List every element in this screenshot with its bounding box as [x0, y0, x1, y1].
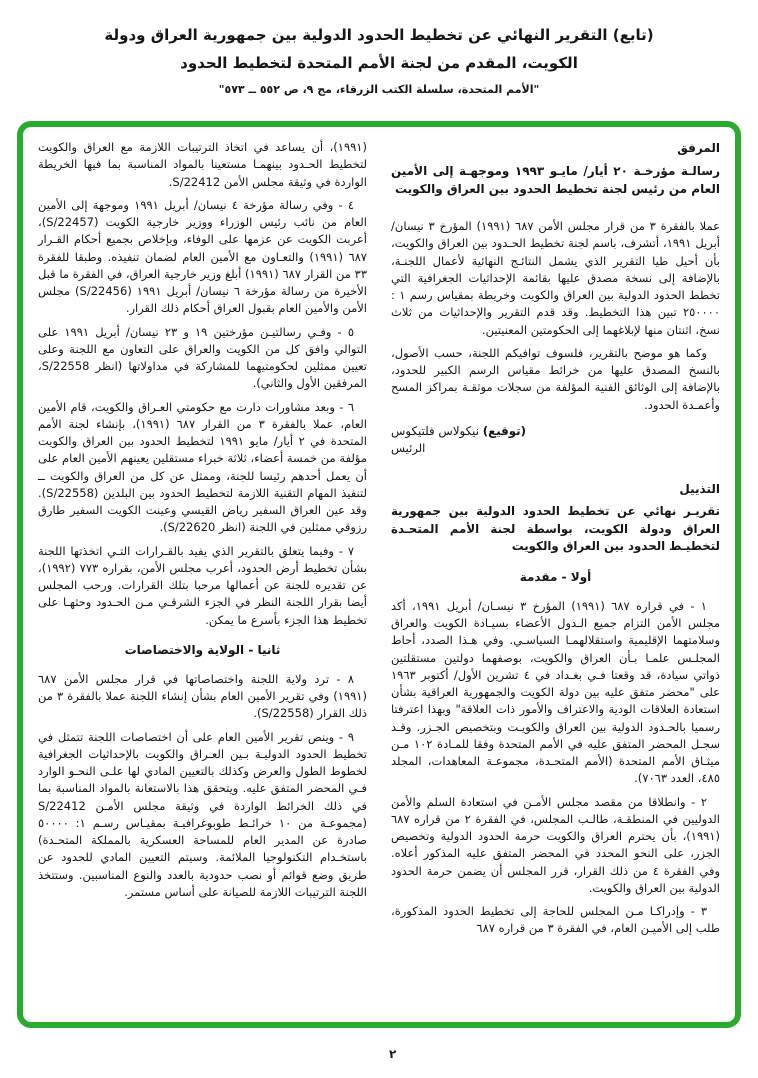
section-heading-introduction: أولا - مقدمة — [519, 569, 592, 584]
paragraph: ٤ - وفي رسالة مؤرخة ٤ نيسان/ أبريل ١٩٩١ وموجهة إلى الأمين العام من نائب رئيس الوزراء ووزير خارجية الكويت (S/22457)، أعربت الكويت عن عزمها على الوفاء، وبإخلاص بجميع أحكام القـرار ٦٨٧ (١٩٩١) والتعـاون مع الأمين العام لضمان تنفيذه. وطبقا للفقرة ٣٣ من القرار ٦٨٧ (١٩٩١) أبلغ وزير خارجية العراق، في الفقرة ما قبل الأخيرة من رسالة مؤرخة ٦ نيسان/ أبريل ١٩٩١ (S/22456) مجلس الأمن والأمين العام بقبول العراق أحكام ذلك القرار. — [38, 197, 368, 316]
signature-name: نيكولاس فلتيكوس — [391, 423, 480, 438]
signature-label: (توقيع) — [482, 423, 526, 438]
document-title-line2: الكويت، المقدم من لجنة الأمم المتحدة لتخطيط الحدود — [180, 54, 578, 72]
spacer — [391, 210, 720, 218]
appendix-heading: التذييل — [679, 481, 720, 496]
signature-role: الرئيس — [391, 441, 426, 456]
paragraph: (١٩٩١)، أن يساعد في اتخاذ الترتيبات اللازمة مع العراق والكويت لتخطيط الحـدود بينهمـا مستعينا بالمواد المناسبة بما فيها الخريطة الواردة في وثيقة مجلس الأمن S/22412. — [38, 140, 367, 189]
paragraph: ٦ - وبعد مشاورات دارت مع حكومتي العـراق والكويت، قام الأمين العام، عملا بالفقرة ٣ من القرار ٦٨٧ (١٩٩١)، بإنشاء لجنة الأمم المتحدة في ٢ أيار/ مايو ١٩٩١ لتخطيط الحدود بين العراق والكويت مؤلفة من خمسة أعضاء، ثلاثة خبراء مستقلين يعينهم الأمين العام على أن يعمل أحدهم رئيسا للجنة، وممثل عن كل من العراق والكويت ــ لتنفيذ المهام التقنية اللازمة لتخطيط الحدود بين البلدين (S/22558). وقد عين العراق السفير رياض القيسي وعينت الكويت السفير طارق رزوقي ممثلين في اللجنة (انظر S/22620). — [38, 399, 368, 535]
paragraph: وكما هو موضح بالتقرير، فلسوف توافيكم اللجنة، حسب الأصول، بالنسخ المصدق عليها من خرائط مقياس الرسم الكبير للحدود، بالإضافة إلى الوثائق الفنية المؤلفة من سجلات موثقـة بمراكز المسح وأعمـدة الحدود. — [391, 345, 720, 412]
document-header — [0, 26, 758, 96]
paragraph: عملا بالفقرة ٣ من قرار مجلس الأمن ٦٨٧ (١٩٩١) المؤرخ ٣ نيسان/ أبريل ١٩٩١، أتشرف، باسم لجنة تخطيط الحـدود بين العراق والكويت، بأن أحيل طيا التقرير الذي يشمل النتائـج النهائية لأعمال اللجنـة، بالإضافة إلى نسخة مصدق عليها بقائمة الإحداثيات الجغرافية التي تخطط الحدود الدولية بين العراق والكويت وخريطة بمقياس رسم ١ : ٢٥٠٠٠٠ تبين هذا التخطيط. وقد قدم التقرير والإحداثيات من ثلاث نسخ، اثنتان منها لإبلاغهما إلى الحكومتين المعنيتين. — [391, 219, 721, 337]
content-frame — [17, 121, 741, 1028]
signature-line — [391, 422, 720, 440]
paragraph: ٩ - وينص تقرير الأمين العام على أن اختصاصات اللجنة تتمثل في تخطيط الحدود الدوليـة بـين العـراق والكويت بالإحداثيات الجغرافية لخطوط الطول والعرض وكذلك بالتعيين المادي لها علـى النحـو الوارد فـي المحضر المتفق عليه. ويتحقق هذا بالاستعانة بالمواد المناسبة بما في ذلك الخرائط الواردة في وثيقة مجلس الأمـن S/22412 (مجموعـة من ١٠ خرائـط طوبوغرافيـة بمقيـاس رسـم ١: ٥٠٠٠٠ صادرة عن المدير العام للمساحة العسكرية بالمملكة المتحـدة) باستخـدام التكنولوجيا الملائمة. وسيتم التعيين المادي للحدود عن طريق وضع قوائم أو نصب حدودية بالعدد والنوع المناسبين. وستتخذ اللجنة الترتيبات اللازمة للصيانة على أساس مستمر. — [38, 729, 368, 899]
column-left — [38, 139, 367, 1014]
paragraph: ٥ - وفـي رسالتيـن مؤرختين ١٩ و ٢٣ نيسان/ أبريل ١٩٩١ على التوالي وافق كل من الكويت والعراق على التعاون مع اللجنة وعلى تعيين ممثلين لحكومتيهما للمشاركة في مداولاتها (انظر S/22558، المرفقين الأول والثاني). — [38, 324, 367, 391]
page-number: ٢ — [389, 1047, 397, 1061]
document-title-line1: (تابع) التقرير النهائي عن تخطيط الحدود الدولية بين جمهورية العراق ودولة — [104, 26, 654, 44]
signature-block — [391, 422, 720, 458]
two-column-layout — [38, 139, 720, 1014]
paragraph: ٧ - وفيما يتعلق بالتقرير الذي يفيد بالقـرارات التـي اتخذتها اللجنة بشأن تخطيط أرض الحدود، أعرب مجلس الأمن، بقراره ٧٧٣ (١٩٩٢)، عن تقديره للجنة عن أعمالها مرحبا بتلك القرارات. ورحب المجلس أيضا بقرار اللجنة النظر في الجزء الشرقـي مـن الحـدود وحثهـا على تخطيط هذا الجزء بأسرع ما يمكن. — [38, 543, 367, 627]
paragraph: ٣ - وإدراكـا مـن المجلس للحاجة إلى تخطيط الحدود المذكورة، طلب إلى الأميـن العام، في الفقرة ٣ من قراره ٦٨٧ — [391, 904, 720, 936]
paragraph: ١ - في قراره ٦٨٧ (١٩٩١) المؤرخ ٣ نيسـان/ أبريل ١٩٩١، أكد مجلس الأمن التزام جميع الـدول الأعضاء بسيـادة الكويت والعراق وسلامتهما الإقليمية واستقلالهمـا السياسـي. وفي هـذا الصدد، أحاط المجلـس علمـا بـأن العراق والكويت، بوصفهما دولتين مستقلتين ذواتي سيادة، قد وقعتا فـي بغـداد في ٤ تشرين الأول/ أكتوبر ١٩٦٣ على "محضر متفق عليه بين دولة الكويت والجمهورية العراقية بشأن استعادة العلاقات الودية والاعتراف والأمور ذات العلاقة" وبهذا اعترفتا رسميا بالحـدود الدولية بين العراق والكويـت وبتخصيص الجـزر. وقـد سجـل المحضر المتفق عليه في الأمم المتحدة وفقا للمـادة ١٠٢ مـن ميثـاق الأمم المتحدة (الأمم المتحـدة، مجموعـة المعاهدات، المجلد ٤٨٥، العدد ٧٠٦٣). — [391, 598, 721, 786]
section-heading-mandate: ثانيا - الولاية والاختصاصات — [124, 642, 281, 657]
letter-title: رسالـة مؤرخـة ٢٠ أيار/ مايـو ١٩٩٣ وموجهـة إلى الأمين العام من رئيس لجنة تخطيط الحدود بين العراق والكويت — [391, 164, 721, 196]
paragraph: ٢ - وانطلاقا من مقصد مجلس الأمـن في استعادة السلم والأمن الدوليين في المنطقـة، طالـب المجلس، في الفقرة ٢ من قراره ٦٨٧ (١٩٩١)، بأن يحترم العراق والكويت حرمة الحدود الدولية وتخصيص الجزر، على النحو المحدد في المحضر المتفق عليه المذكور أعلاه. وفي الفقرة ٤ من ذلك القرار، قرر المجلس أن يضمن حرمة الحدود الدولية بين العراق والكويت. — [391, 794, 720, 895]
paragraph: ٨ - ترد ولاية اللجنة واختصاصاتها في قرار مجلس الأمن ٦٨٧ (١٩٩١) وفي تقرير الأمين العام بشأن إنشاء اللجنة عملا بالفقرة ٣ من ذلك القرار (S/22558). — [38, 671, 367, 721]
column-right — [391, 139, 720, 1014]
document-source-citation: "الأمم المتحدة، سلسلة الكتب الزرقاء، مج ٩، ص ٥٥٢ ــ ٥٧٣" — [218, 83, 540, 96]
annex-heading: المرفق — [677, 141, 720, 155]
appendix-title: تقريـر نهائي عن تخطيط الحدود الدولية بين جمهورية العراق ودولة الكويت، بواسطة لجنة الأمم المتحـدة لتخطيـط الحدود بين العراق والكويت — [391, 503, 720, 554]
